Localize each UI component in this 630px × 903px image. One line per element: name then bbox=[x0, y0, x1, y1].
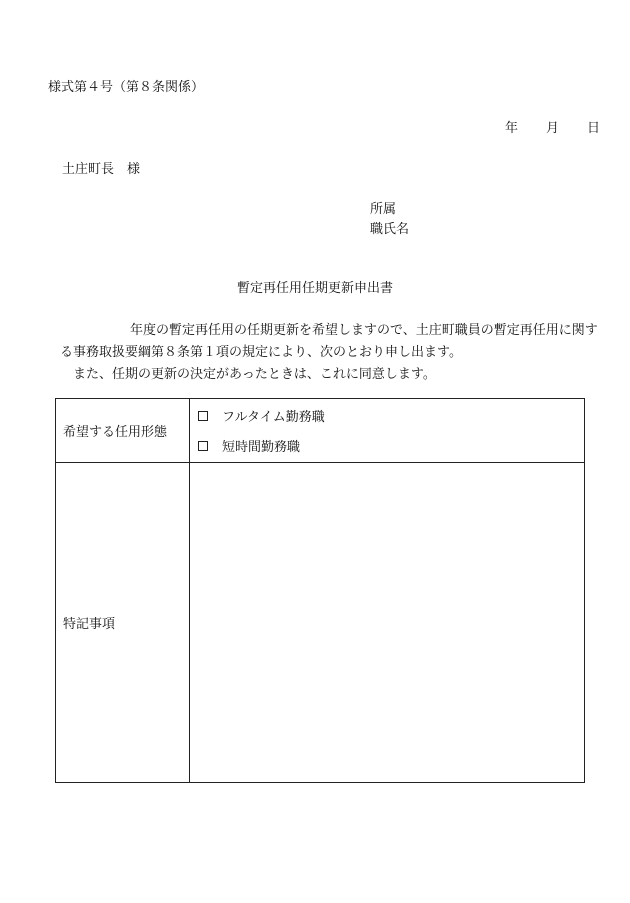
application-table bbox=[55, 398, 585, 783]
body-paragraph-1: 年度の暫定再任用の任期更新を希望しますので、土庄町職員の暫定再任用に関する事務取扱要綱第８条第１項の規定により、次のとおり申し出ます。 bbox=[60, 323, 598, 360]
body-text bbox=[60, 320, 600, 386]
date-year: 年 bbox=[505, 121, 519, 136]
date-day: 日 bbox=[587, 121, 601, 136]
notes-row bbox=[56, 463, 585, 783]
notes-field[interactable] bbox=[190, 463, 585, 783]
body-paragraph-2: また、任期の更新の決定があったときは、これに同意します。 bbox=[73, 367, 436, 382]
option-full-time-label: フルタイム勤務職 bbox=[222, 410, 325, 425]
checkbox-icon[interactable] bbox=[198, 441, 208, 451]
addressee: 土庄町長 様 bbox=[62, 162, 141, 177]
document-title: 暫定再任用任期更新申出書 bbox=[236, 281, 393, 296]
option-short-time[interactable] bbox=[190, 431, 584, 461]
affiliation-label: 所属 bbox=[370, 202, 397, 217]
option-short-time-label: 短時間勤務職 bbox=[222, 440, 301, 455]
date-month: 月 bbox=[546, 121, 560, 136]
form-number: 様式第４号（第８条関係） bbox=[48, 80, 205, 95]
name-label: 職氏名 bbox=[370, 222, 410, 237]
employment-type-label: 希望する任用形態 bbox=[56, 399, 190, 463]
option-full-time[interactable] bbox=[190, 401, 584, 431]
date-line bbox=[505, 121, 600, 137]
employment-type-row bbox=[56, 399, 585, 463]
notes-label: 特記事項 bbox=[56, 463, 190, 783]
checkbox-icon[interactable] bbox=[198, 411, 208, 421]
employment-type-options bbox=[190, 399, 585, 463]
